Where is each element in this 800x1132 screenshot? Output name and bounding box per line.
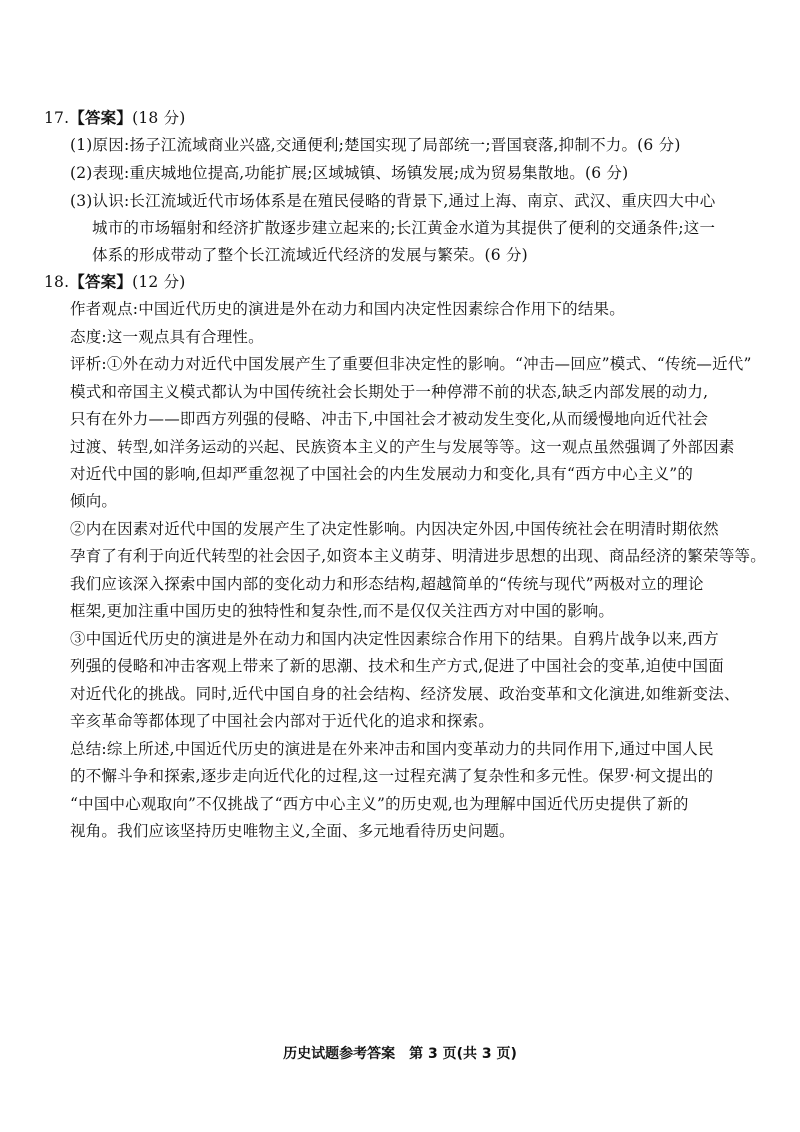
q18-analysis-line: 对近代化的挑战。同时,近代中国自身的社会结构、经济发展、政治变革和文化演进,如维新变法、 — [70, 685, 740, 703]
q18-analysis-line: 模式和帝国主义模式都认为中国传统社会长期处于一种停滞不前的状态,缺乏内部发展的动力, — [70, 383, 709, 401]
q17-part3-line1: (3)认识:长江流域近代市场体系是在殖民侵略的背景下,通过上海、南京、武汉、重庆四大中心 — [70, 192, 716, 210]
q18-author-view: 作者观点:中国近代历史的演进是外在动力和国内决定性因素综合作用下的结果。 — [70, 300, 625, 318]
q18-analysis-line: 评析:①外在动力对近代中国发展产生了重要但非决定性的影响。“冲击—回应”模式、“传统—近代” — [70, 355, 752, 373]
q18-answer-label: 【答案】 — [69, 272, 133, 291]
q18-analysis-line: 辛亥革命等都体现了中国社会内部对于近代化的追求和探索。 — [70, 712, 494, 730]
page-footer: 历史试题参考答案 第 3 页(共 3 页) — [283, 1046, 517, 1062]
q17-part3-line2: 城市的市场辐射和经济扩散逐步建立起来的;长江黄金水道为其提供了便利的交通条件;这一 — [92, 219, 716, 237]
q18-attitude: 态度:这一观点具有合理性。 — [70, 328, 264, 346]
q18-number: 18. — [44, 273, 70, 291]
q18-analysis-line: ③中国近代历史的演进是外在动力和国内决定性因素综合作用下的结果。自鸦片战争以来,西方 — [70, 630, 719, 648]
q18-summary-line: 总结:综上所述,中国近代历史的演进是在外来冲击和国内变革动力的共同作用下,通过中国人民 — [70, 740, 714, 758]
q18-analysis-line: 框架,更加注重中国历史的独特性和复杂性,而不是仅仅关注西方对中国的影响。 — [70, 602, 615, 620]
q18-analysis-line: 我们应该深入探索中国内部的变化动力和形态结构,超越简单的“传统与现代”两极对立的理论 — [70, 575, 704, 593]
q18-analysis-line: 对近代中国的影响,但却严重忽视了中国社会的内生发展动力和变化,具有“西方中心主义”的 — [70, 465, 694, 483]
q18-summary-line: “中国中心观取向”不仅挑战了“西方中心主义”的历史观,也为理解中国近代历史提供了新的 — [70, 795, 689, 813]
q17-answer-label: 【答案】 — [69, 108, 133, 127]
q17-number: 17. — [44, 109, 70, 127]
q18-score: (12 分) — [132, 273, 186, 291]
q18-analysis-line: 列强的侵略和冲击客观上带来了新的思潮、技术和生产方式,促进了中国社会的变革,迫使中国面 — [70, 657, 724, 675]
q17-part1: (1)原因:扬子江流域商业兴盛,交通便利;楚国实现了局部统一;晋国衰落,抑制不力。(6 分) — [70, 136, 681, 154]
q18-heading — [44, 272, 186, 292]
q18-summary-line: 的不懈斗争和探索,逐步走向近代化的过程,这一过程充满了复杂性和多元性。保罗·柯文提出的 — [70, 767, 714, 785]
q18-summary-line: 视角。我们应该坚持历史唯物主义,全面、多元地看待历史问题。 — [70, 822, 515, 840]
q18-analysis-line: 倾向。 — [70, 492, 118, 510]
q18-analysis-line: 过渡、转型,如洋务运动的兴起、民族资本主义的产生与发展等等。这一观点虽然强调了外部因素 — [70, 438, 735, 456]
q17-heading — [44, 108, 186, 128]
q17-part3-line3: 体系的形成带动了整个长江流域近代经济的发展与繁荣。(6 分) — [92, 246, 528, 264]
q18-analysis-line: ②内在因素对近代中国的发展产生了决定性影响。内因决定外因,中国传统社会在明清时期依然 — [70, 520, 719, 538]
q17-score: (18 分) — [132, 109, 186, 127]
q18-analysis-line: 只有在外力——即西方列强的侵略、冲击下,中国社会才被动发生变化,从而缓慢地向近代社会 — [70, 410, 709, 428]
q17-part2: (2)表现:重庆城地位提高,功能扩展;区域城镇、场镇发展;成为贸易集散地。(6 分) — [70, 164, 629, 182]
q18-analysis-line: 孕育了有利于向近代转型的社会因子,如资本主义萌芽、明清进步思想的出现、商品经济的繁荣等等。 — [70, 547, 766, 565]
